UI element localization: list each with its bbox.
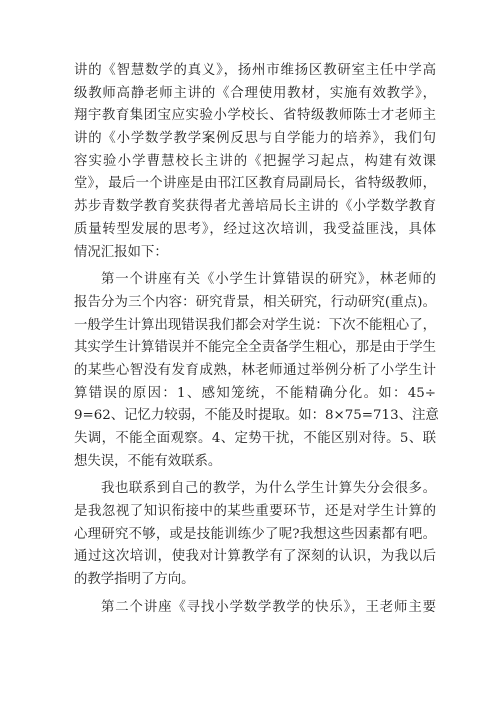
- text-line: 是我忽视了知识衔接中的某些重要环节，还是对学生计算的: [74, 504, 436, 520]
- paragraph-second-lecture: [74, 597, 436, 620]
- text-line: 的某些心智没有发育成熟，林老师通过举例分析了小学生计: [74, 362, 436, 378]
- text-line: 情况汇报如下：: [74, 244, 168, 260]
- text-line: 心理研究不够，或是技能训练少了呢?我想这些因素都有吧。: [74, 526, 436, 542]
- text-line: 想失误，不能有效联系。: [74, 453, 222, 469]
- text-line: 9=62、记忆力较弱，不能及时提取。如：8×75=713、注意: [74, 408, 439, 424]
- paragraph-reflection: [74, 478, 436, 591]
- text-line: 翔宇教育集团宝应实验小学校长、省特级教师陈士才老师主: [74, 108, 436, 124]
- text-line: 质量转型发展的思考》，经过这次培训，我受益匪浅，具体: [74, 221, 436, 237]
- paragraph-first-lecture: [74, 269, 439, 473]
- text-line: 堂》，最后一个讲座是由邗江区教育局副局长，省特级教师，: [74, 176, 436, 192]
- text-line: 容实验小学曹慧校长主讲的《把握学习起点，构建有效课: [74, 153, 436, 169]
- text-line: 我也联系到自己的教学，为什么学生计算失分会很多。: [101, 481, 436, 497]
- text-line: 的教学指明了方向。: [74, 572, 195, 588]
- text-line: 第二个讲座《寻找小学数学教学的快乐》，王老师主要: [101, 599, 436, 615]
- text-line: 算错误的原因：1、感知笼统，不能精确分化。如：45÷: [74, 385, 436, 401]
- text-line: 报告分为三个内容：研究背景，相关研究，行动研究(重点)。: [74, 294, 436, 310]
- text-line: 一般学生计算出现错误我们都会对学生说：下次不能粗心了，: [74, 317, 436, 333]
- text-line: 失调，不能全面观察。4、定势干扰，不能区别对待。5、联: [74, 431, 436, 446]
- text-line: 讲的《智慧数学的真义》，扬州市维扬区教研室主任中学高: [74, 63, 436, 78]
- text-line: 第一个讲座有关《小学生计算错误的研究》，林老师的: [101, 272, 436, 288]
- text-line: 其实学生计算错误并不能完全全责备学生粗心，那是由于学生: [74, 340, 436, 356]
- text-line: 级教师高静老师主讲的《合理使用教材，实施有效教学》，: [74, 85, 436, 101]
- text-line: 苏步青数学教育奖获得者尤善培局长主讲的《小学数学教育: [74, 199, 436, 215]
- body-text: [74, 60, 439, 620]
- text-line: 通过这次培训，使我对计算教学有了深刻的认识，为我以后: [74, 549, 436, 565]
- paragraph-training-intro: [74, 60, 436, 264]
- text-line: 讲的《小学数学教学案例反思与自学能力的培养》，我们句: [74, 131, 436, 147]
